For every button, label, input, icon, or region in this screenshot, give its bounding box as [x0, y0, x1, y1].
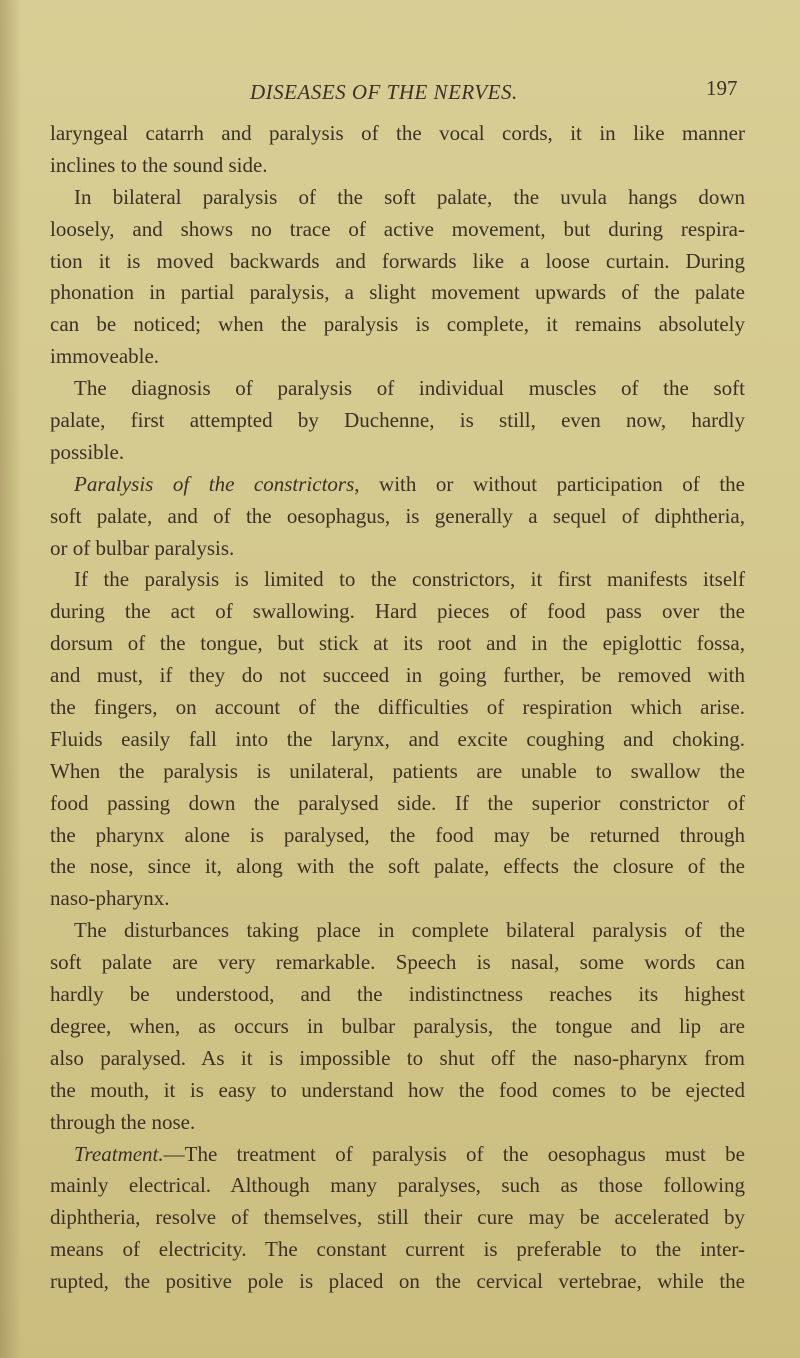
text-line: means of electricity. The constant current is preferable to the inter-	[50, 1237, 745, 1262]
text-line: soft palate, and of the oesophagus, is generally a sequel of diphtheria,	[50, 503, 745, 528]
text-line: The diagnosis of paralysis of individual muscles of the soft	[74, 376, 745, 401]
text-line: In bilateral paralysis of the soft palate, the uvula hangs down	[74, 184, 745, 209]
text-line: degree, when, as occurs in bulbar paralysis, the tongue and lip are	[50, 1013, 745, 1038]
running-head: DISEASES OF THE NERVES.	[250, 80, 518, 104]
text-line: dorsum of the tongue, but stick at its root and in the epiglottic fossa,	[50, 631, 745, 656]
text-line: inclines to the sound side.	[50, 152, 268, 177]
text-line: during the act of swallowing. Hard pieces of food pass over the	[50, 599, 745, 624]
text-line: Fluids easily fall into the larynx, and excite coughing and choking.	[50, 726, 745, 751]
text-line: the pharynx alone is paralysed, the food may be returned through	[50, 822, 745, 847]
text-line: If the paralysis is limited to the constrictors, it first manifests itself	[74, 567, 745, 592]
text-line: loosely, and shows no trace of active movement, but during respira-	[50, 216, 745, 241]
text-line: naso-pharynx.	[50, 886, 170, 911]
text-line: also paralysed. As it is impossible to shut off the naso-pharynx from	[50, 1045, 745, 1070]
text-line: or of bulbar paralysis.	[50, 535, 235, 560]
text-line: mainly electrical. Although many paralyses, such as those following	[50, 1173, 745, 1198]
text-line: the nose, since it, along with the soft palate, effects the closure of the	[50, 854, 745, 879]
page-number: 197	[706, 76, 738, 100]
text-line: Paralysis of the constrictors, with or without participation of the	[74, 471, 745, 496]
text-line: tion it is moved backwards and forwards like a loose curtain. During	[50, 248, 745, 273]
italic-heading: Treatment.	[74, 1141, 164, 1166]
page-binding-shadow	[0, 0, 22, 1358]
text-line: When the paralysis is unilateral, patients are unable to swallow the	[50, 758, 745, 783]
text-line: hardly be understood, and the indistinctness reaches its highest	[50, 982, 745, 1007]
text-line: possible.	[50, 439, 125, 464]
text-line: immoveable.	[50, 344, 160, 369]
text-line: the fingers, on account of the difficulties of respiration which arise.	[50, 695, 745, 720]
text-line: can be noticed; when the paralysis is complete, it remains absolutely	[50, 312, 745, 337]
text-line: Treatment.—The treatment of paralysis of the oesophagus must be	[74, 1141, 745, 1166]
body-text	[50, 118, 745, 1298]
text-line: palate, first attempted by Duchenne, is still, even now, hardly	[50, 408, 745, 433]
text-line: laryngeal catarrh and paralysis of the vocal cords, it in like manner	[50, 121, 745, 145]
text-line: phonation in partial paralysis, a slight movement upwards of the palate	[50, 280, 745, 305]
text-line: The disturbances taking place in complete bilateral paralysis of the	[74, 918, 745, 943]
italic-heading: Paralysis of the constrictors	[74, 471, 355, 496]
text-line: food passing down the paralysed side. If the superior constrictor of	[50, 790, 745, 815]
text-line: the mouth, it is easy to understand how the food comes to be ejected	[50, 1077, 745, 1102]
text-line: diphtheria, resolve of themselves, still their cure may be accelerated by	[50, 1205, 745, 1230]
text-line: soft palate are very remarkable. Speech is nasal, some words can	[50, 950, 745, 975]
text-line: and must, if they do not succeed in going further, be removed with	[50, 663, 745, 688]
text-line: through the nose.	[50, 1109, 196, 1134]
text-line: rupted, the positive pole is placed on the cervical vertebrae, while the	[50, 1269, 745, 1294]
